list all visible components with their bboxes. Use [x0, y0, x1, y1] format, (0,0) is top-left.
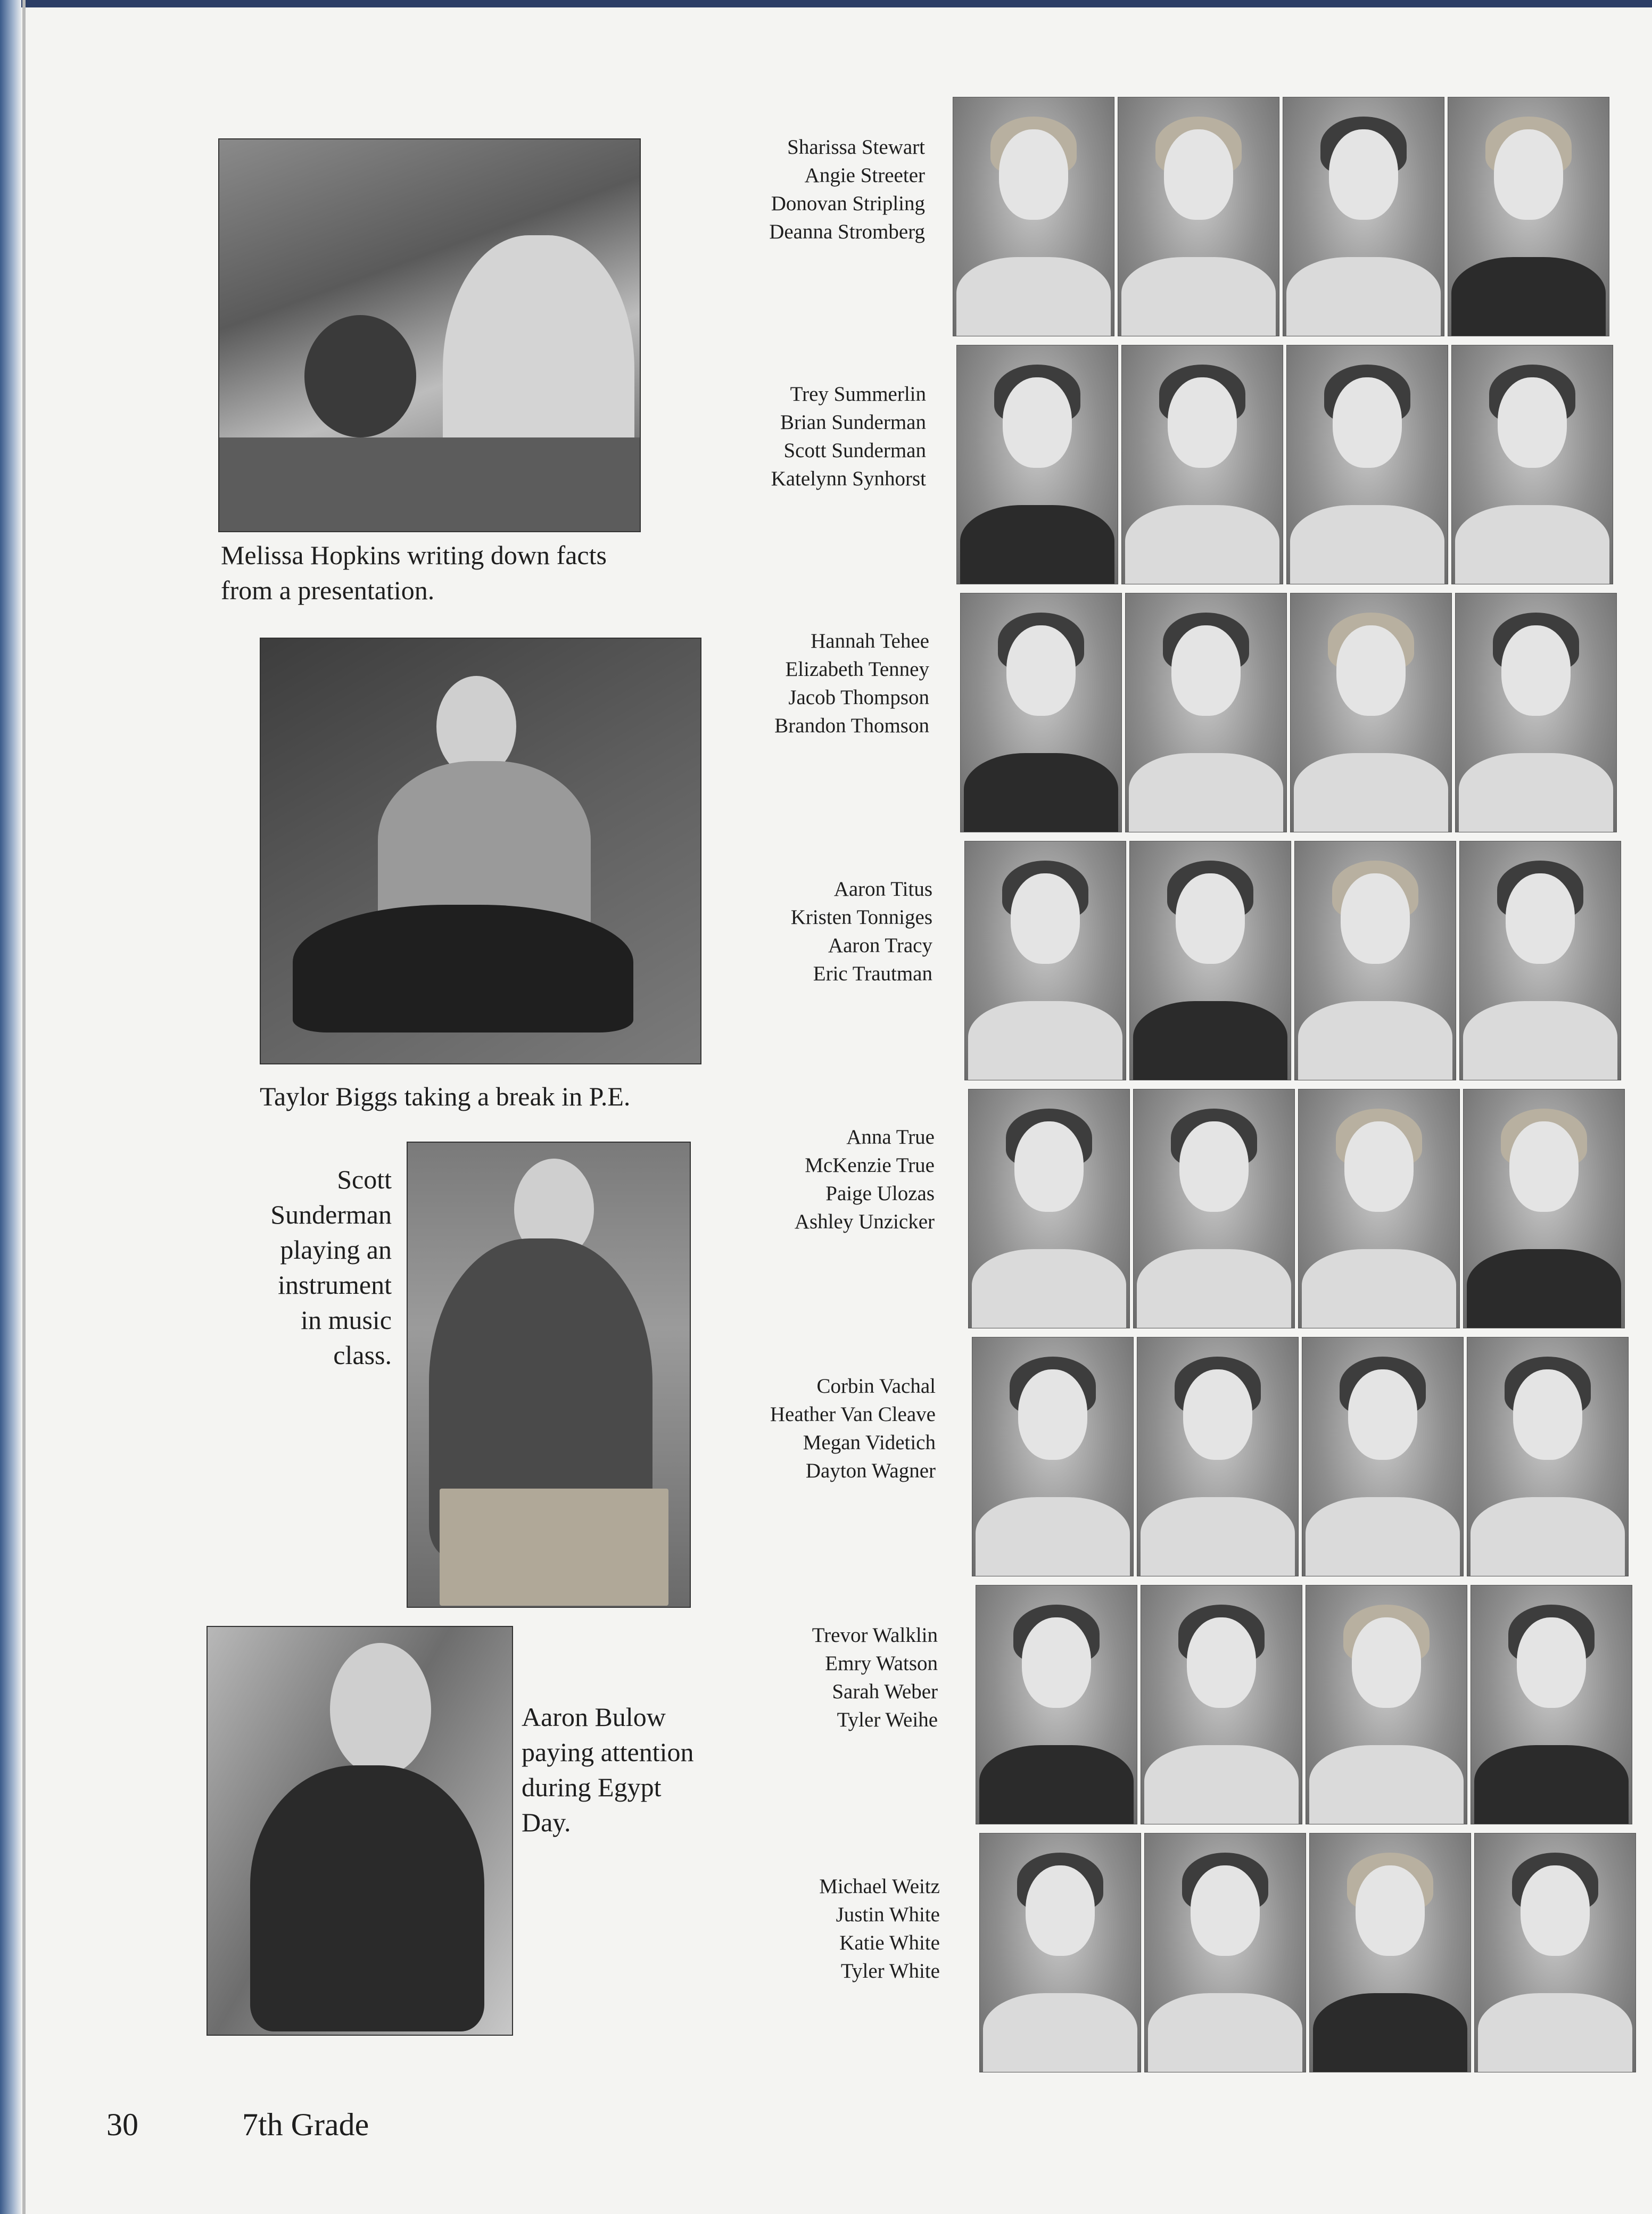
portrait-head — [1164, 129, 1233, 220]
student-name: Ashley Unzicker — [794, 1210, 935, 1233]
student-portrait — [1290, 593, 1452, 832]
name-block-row-2 — [628, 380, 926, 493]
student-portrait — [1133, 1089, 1295, 1328]
portrait-head — [1521, 1865, 1590, 1956]
student-portrait — [1306, 1585, 1467, 1824]
caption-scott-line1: Scott — [337, 1164, 392, 1194]
caption-aaron-line1: Aaron Bulow — [522, 1702, 666, 1732]
portrait-head — [1187, 1617, 1256, 1708]
student-portrait — [1309, 1833, 1471, 2072]
section-title: 7th Grade — [242, 2107, 369, 2142]
portrait-body — [1294, 753, 1448, 832]
student-portrait — [953, 97, 1114, 336]
portrait-body — [960, 505, 1114, 584]
portrait-body — [1455, 505, 1609, 584]
caption-scott-line2: Sunderman — [270, 1200, 392, 1229]
portrait-body — [1313, 1993, 1467, 2072]
portrait-head — [1352, 1617, 1421, 1708]
student-name: McKenzie True — [805, 1154, 935, 1177]
name-block-row-3 — [631, 627, 929, 740]
student-name: Tyler White — [840, 1960, 940, 1982]
student-name: Brandon Thomson — [774, 714, 929, 737]
student-name: Brian Sunderman — [780, 411, 926, 434]
portrait-head — [1011, 873, 1080, 964]
caption-melissa-line1: Melissa Hopkins writing down facts — [221, 540, 607, 570]
portrait-body — [1471, 1497, 1625, 1576]
student-name: Michael Weitz — [819, 1875, 940, 1898]
portrait-head — [1176, 873, 1245, 964]
name-block-row-8 — [642, 1872, 940, 1985]
page-edge-top — [0, 0, 1652, 7]
portrait-body — [983, 1993, 1137, 2072]
student-name: Angie Streeter — [804, 164, 925, 187]
portrait-head — [1333, 377, 1402, 468]
student-portrait — [1448, 97, 1609, 336]
student-portrait — [1471, 1585, 1632, 1824]
student-name: Deanna Stromberg — [769, 220, 925, 243]
caption-aaron-line3: during Egypt — [522, 1772, 662, 1802]
portrait-head — [1517, 1617, 1586, 1708]
portrait-head — [1168, 377, 1237, 468]
portrait-head — [1018, 1369, 1087, 1460]
portrait-body — [1125, 505, 1279, 584]
portrait-body — [979, 1745, 1134, 1824]
portrait-head — [1341, 873, 1410, 964]
portrait-body — [1309, 1745, 1464, 1824]
student-portrait — [1141, 1585, 1302, 1824]
student-portrait — [1121, 345, 1283, 584]
student-portrait — [968, 1089, 1130, 1328]
student-portrait — [1286, 345, 1448, 584]
student-portrait — [972, 1337, 1134, 1576]
student-portrait — [1294, 841, 1456, 1080]
caption-melissa-line2: from a presentation. — [221, 575, 435, 605]
portrait-head — [1336, 625, 1406, 716]
student-name: Emry Watson — [825, 1652, 938, 1675]
student-name: Anna True — [846, 1126, 935, 1149]
portrait-head — [1014, 1121, 1084, 1212]
portrait-body — [1148, 1993, 1302, 2072]
caption-melissa-hopkins — [221, 538, 700, 608]
portrait-body — [1137, 1249, 1291, 1328]
page-edge-left — [0, 0, 21, 2214]
portrait-head — [1191, 1865, 1260, 1956]
student-portrait — [1467, 1337, 1629, 1576]
student-name: Trevor Walklin — [812, 1624, 938, 1647]
portrait-body — [1141, 1497, 1295, 1576]
student-portrait — [1283, 97, 1444, 336]
caption-scott-line3: playing an — [280, 1235, 392, 1265]
student-name: Sharissa Stewart — [787, 136, 925, 159]
caption-aaron-line4: Day. — [522, 1807, 571, 1837]
portrait-head — [1171, 625, 1241, 716]
name-block-row-1 — [627, 133, 925, 246]
student-name: Jacob Thompson — [788, 686, 929, 709]
student-portrait — [1474, 1833, 1636, 2072]
portrait-head — [1344, 1121, 1414, 1212]
spine-line — [22, 0, 26, 2214]
caption-scott-line6: class. — [333, 1340, 392, 1370]
name-block-row-4 — [634, 875, 932, 988]
portrait-body — [1474, 1745, 1629, 1824]
student-portrait — [1118, 97, 1279, 336]
portrait-head — [1356, 1865, 1425, 1956]
student-name: Eric Trautman — [813, 962, 932, 985]
name-block-row-5 — [637, 1123, 935, 1236]
caption-scott-line5: in music — [301, 1305, 392, 1335]
photo-melissa-hopkins — [218, 138, 641, 532]
student-portrait — [1451, 345, 1613, 584]
student-name: Aaron Tracy — [828, 934, 932, 957]
student-name: Corbin Vachal — [816, 1375, 936, 1398]
student-name: Sarah Weber — [832, 1680, 938, 1703]
student-name: Heather Van Cleave — [770, 1403, 936, 1426]
caption-aaron-line2: paying attention — [522, 1737, 694, 1767]
portrait-head — [1506, 873, 1575, 964]
portrait-body — [1463, 1001, 1617, 1080]
portrait-body — [1129, 753, 1283, 832]
student-portrait — [979, 1833, 1141, 2072]
portrait-head — [1026, 1865, 1095, 1956]
portrait-body — [1467, 1249, 1621, 1328]
portrait-head — [1179, 1121, 1249, 1212]
portrait-head — [1494, 129, 1563, 220]
portrait-body — [1290, 505, 1444, 584]
portrait-body — [1451, 257, 1606, 336]
portrait-body — [1459, 753, 1613, 832]
portrait-head — [1513, 1369, 1582, 1460]
portrait-body — [1298, 1001, 1452, 1080]
portrait-head — [1501, 625, 1571, 716]
caption-taylor-biggs: Taylor Biggs taking a break in P.E. — [260, 1081, 631, 1111]
portrait-head — [999, 129, 1068, 220]
student-name: Tyler Weihe — [837, 1708, 938, 1731]
student-name: Elizabeth Tenney — [785, 658, 929, 681]
student-name: Trey Summerlin — [790, 383, 926, 406]
portrait-head — [1498, 377, 1567, 468]
caption-scott-sunderman — [176, 1162, 392, 1373]
portrait-body — [1478, 1993, 1632, 2072]
name-block-row-6 — [638, 1372, 936, 1485]
student-portrait — [1455, 593, 1617, 832]
photo-aaron-bulow — [206, 1626, 513, 2036]
student-portrait — [1298, 1089, 1460, 1328]
portrait-head — [1329, 129, 1398, 220]
portrait-body — [956, 257, 1111, 336]
student-portrait — [1129, 841, 1291, 1080]
student-name: Donovan Stripling — [771, 192, 925, 215]
portrait-body — [1121, 257, 1276, 336]
student-portrait — [976, 1585, 1137, 1824]
portrait-body — [976, 1497, 1130, 1576]
portrait-body — [1286, 257, 1441, 336]
portrait-body — [968, 1001, 1122, 1080]
student-portrait — [1137, 1337, 1299, 1576]
portrait-head — [1006, 625, 1076, 716]
portrait-body — [964, 753, 1118, 832]
portrait-head — [1509, 1121, 1579, 1212]
student-portrait — [956, 345, 1118, 584]
student-name: Scott Sunderman — [783, 439, 926, 462]
portrait-head — [1348, 1369, 1417, 1460]
portrait-head — [1183, 1369, 1252, 1460]
student-portrait — [1463, 1089, 1625, 1328]
portrait-body — [1144, 1745, 1299, 1824]
caption-scott-line4: instrument — [278, 1270, 392, 1300]
portrait-body — [1302, 1249, 1456, 1328]
student-name: Hannah Tehee — [811, 630, 929, 652]
student-portrait — [1459, 841, 1621, 1080]
student-portrait — [1125, 593, 1287, 832]
student-name: Megan Videtich — [803, 1431, 936, 1454]
student-name: Kristen Tonniges — [790, 906, 932, 929]
student-name: Katelynn Synhorst — [771, 467, 926, 490]
student-name: Paige Ulozas — [825, 1182, 935, 1205]
student-name: Dayton Wagner — [805, 1459, 936, 1482]
page-number: 30 — [106, 2107, 138, 2142]
student-portrait — [960, 593, 1122, 832]
portrait-body — [972, 1249, 1126, 1328]
portrait-body — [1306, 1497, 1460, 1576]
student-portrait — [1144, 1833, 1306, 2072]
portrait-head — [1022, 1617, 1091, 1708]
student-name: Katie White — [839, 1931, 940, 1954]
student-portrait — [1302, 1337, 1464, 1576]
portrait-head — [1003, 377, 1072, 468]
name-block-row-7 — [640, 1621, 938, 1734]
student-portrait — [964, 841, 1126, 1080]
student-name: Aaron Titus — [833, 878, 932, 901]
portrait-body — [1133, 1001, 1287, 1080]
student-name: Justin White — [836, 1903, 940, 1926]
